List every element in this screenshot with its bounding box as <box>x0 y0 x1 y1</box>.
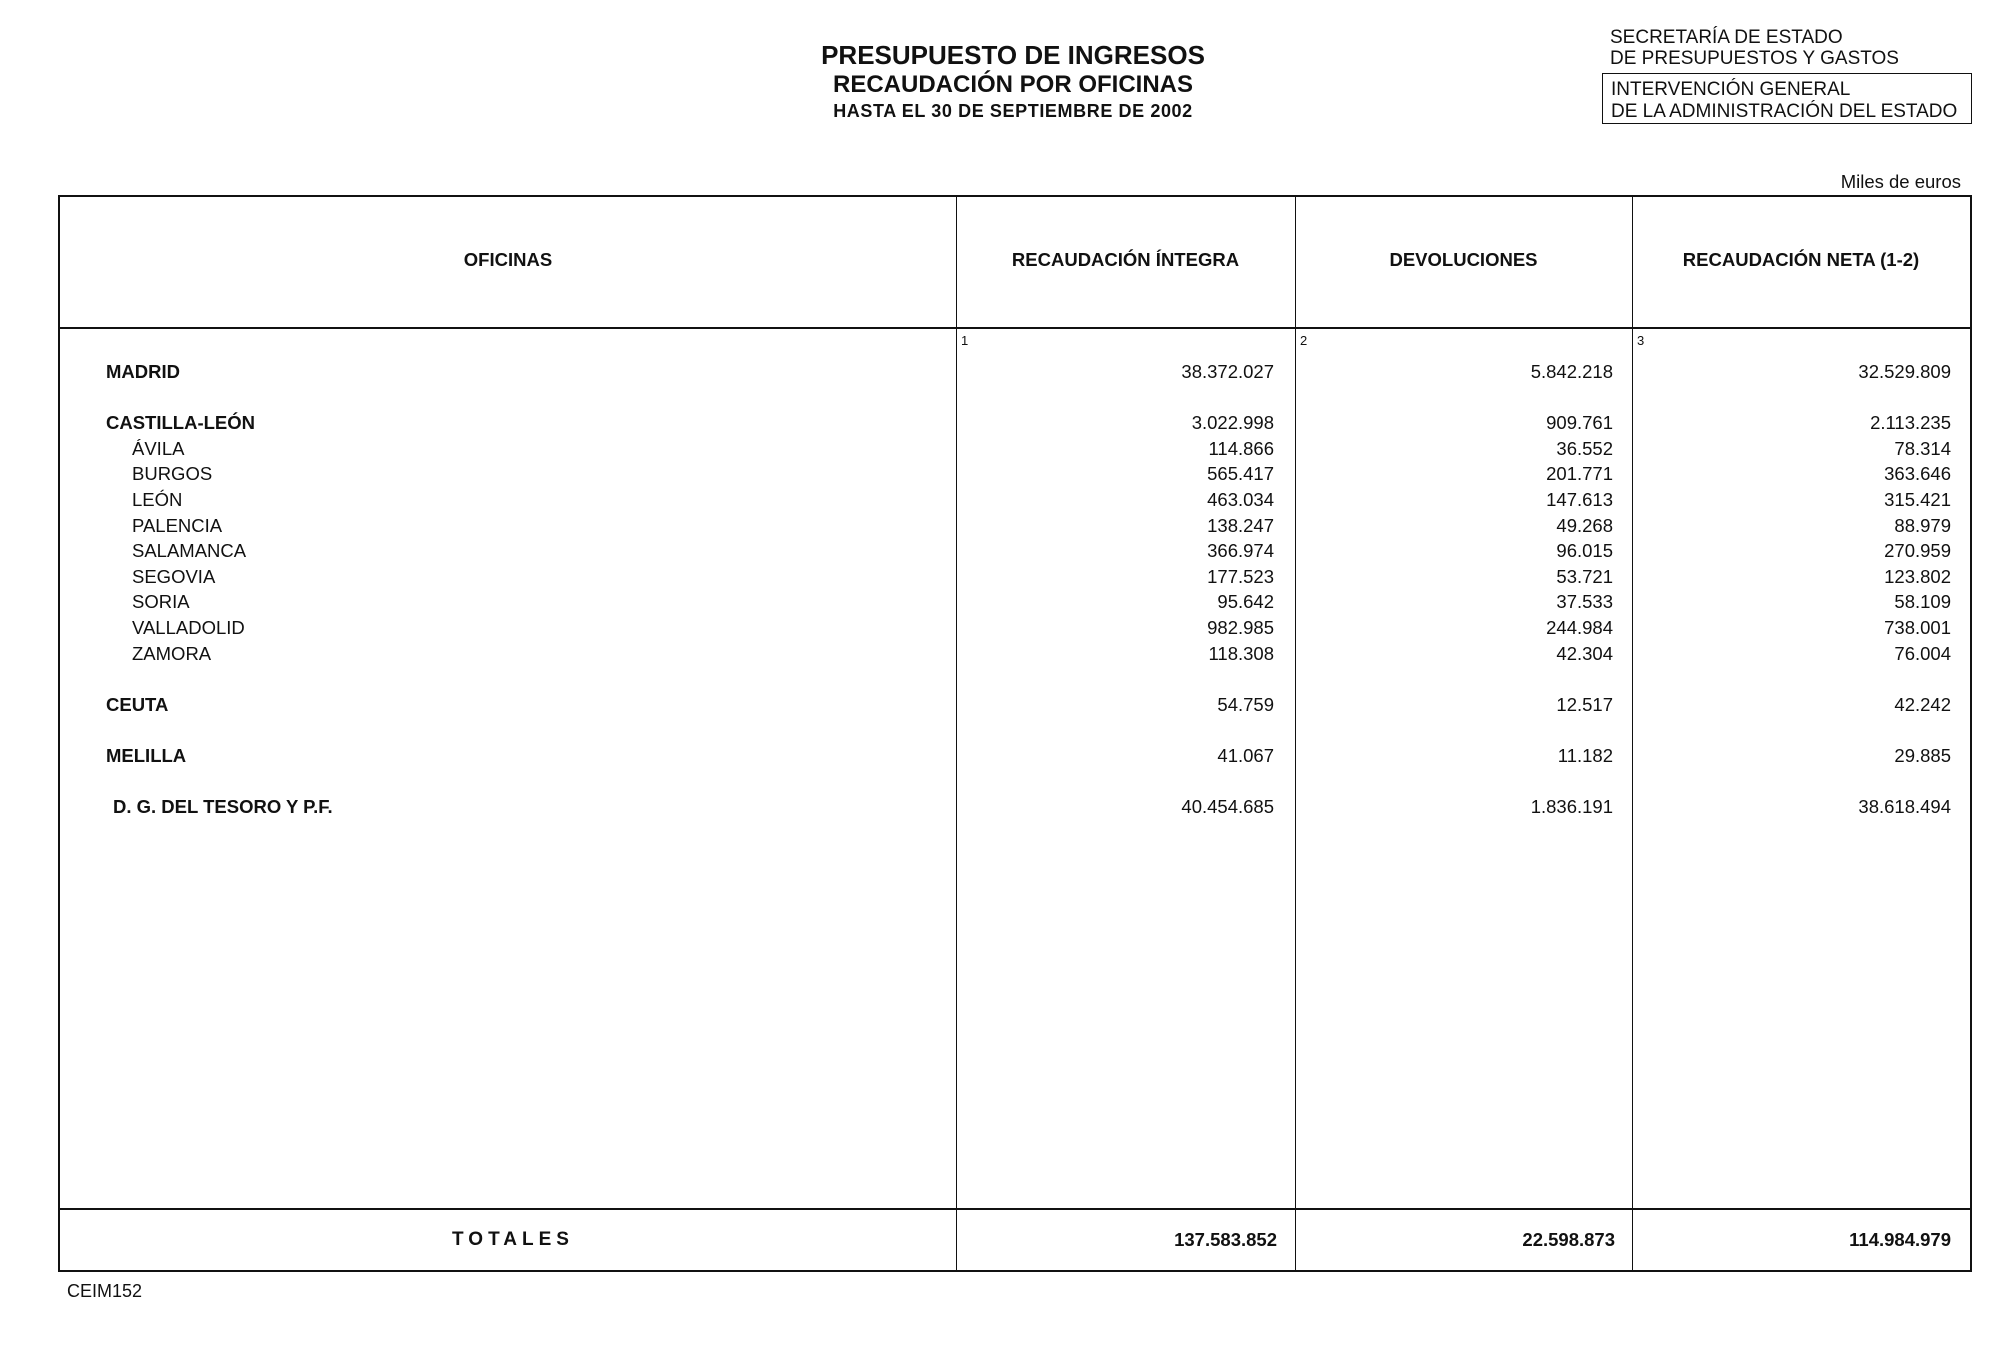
recaudacion-neta-value: 42.242 <box>1894 693 1951 715</box>
header-devoluciones: DEVOLUCIONES <box>1389 249 1538 270</box>
recaudacion-neta-value: 738.001 <box>1884 616 1951 638</box>
recaudacion-integra-value: 138.247 <box>1207 514 1274 536</box>
recaudacion-neta-value: 363.646 <box>1884 463 1951 485</box>
province-row-valladolid <box>60 615 1970 641</box>
recaudacion-neta-value: 38.618.494 <box>1858 796 1951 818</box>
province-row-salamanca <box>60 538 1970 564</box>
recaudacion-neta-value: 29.885 <box>1894 744 1951 766</box>
issuer-box-line-1: INTERVENCIÓN GENERAL <box>1611 79 1851 100</box>
devoluciones-value: 909.761 <box>1546 412 1613 434</box>
column-divider <box>1632 197 1633 1270</box>
devoluciones-value: 49.268 <box>1556 514 1613 536</box>
report-subtitle: RECAUDACIÓN POR OFICINAS <box>832 71 1193 98</box>
recaudacion-integra-value: 982.985 <box>1207 616 1274 638</box>
table-body <box>60 329 1970 1208</box>
devoluciones-value: 37.533 <box>1556 591 1613 613</box>
recaudacion-integra-value: 38.372.027 <box>1181 361 1274 382</box>
office-name: MELILLA <box>106 744 187 766</box>
recaudacion-integra-value: 114.866 <box>1208 437 1274 459</box>
devoluciones-value: 42.304 <box>1556 642 1613 664</box>
office-row-tesoro <box>60 794 1970 820</box>
province-name: SALAMANCA <box>132 540 247 562</box>
province-name: SORIA <box>132 591 190 613</box>
column-number-spacer <box>60 334 956 359</box>
issuer-line-2: DE PRESUPUESTOS Y GASTOS <box>1610 48 1899 69</box>
province-row-palencia <box>60 513 1970 539</box>
column-number-3: 3 <box>1637 333 1645 348</box>
header-oficinas: OFICINAS <box>463 249 553 270</box>
province-row-avila <box>60 436 1970 462</box>
province-row-burgos <box>60 461 1970 487</box>
province-name: BURGOS <box>132 463 213 485</box>
document-header <box>713 40 1313 123</box>
devoluciones-value: 96.015 <box>1556 540 1613 562</box>
province-name: ÁVILA <box>132 437 185 459</box>
column-number-2: 2 <box>1300 333 1308 348</box>
recaudacion-neta-value: 78.314 <box>1894 437 1951 459</box>
province-row-segovia <box>60 564 1970 590</box>
office-row-madrid <box>60 359 1970 385</box>
column-number-row <box>60 329 1970 359</box>
province-name: ZAMORA <box>132 642 212 664</box>
total-recaudacion-integra: 137.583.852 <box>1174 1229 1277 1250</box>
totals-row <box>60 1208 1970 1270</box>
total-devoluciones: 22.598.873 <box>1522 1229 1615 1250</box>
province-name: VALLADOLID <box>132 616 245 638</box>
recaudacion-integra-value: 177.523 <box>1207 565 1274 587</box>
office-name: CASTILLA-LEÓN <box>106 412 256 434</box>
recaudacion-integra-value: 40.454.685 <box>1181 796 1274 818</box>
recaudacion-integra-value: 366.974 <box>1207 540 1274 562</box>
office-name: CEUTA <box>106 693 169 715</box>
report-period: HASTA EL 30 DE SEPTIEMBRE DE 2002 <box>833 101 1193 121</box>
office-name: MADRID <box>106 361 180 382</box>
recaudacion-integra-value: 54.759 <box>1217 693 1274 715</box>
recaudacion-integra-value: 3.022.998 <box>1191 412 1274 434</box>
column-divider <box>1295 197 1296 1270</box>
office-row-melilla <box>60 743 1970 769</box>
recaudacion-integra-value: 463.034 <box>1207 488 1274 510</box>
devoluciones-value: 5.842.218 <box>1530 361 1613 382</box>
province-row-leon <box>60 487 1970 513</box>
issuer-line-1: SECRETARÍA DE ESTADO <box>1610 27 1843 48</box>
recaudacion-neta-value: 270.959 <box>1884 540 1951 562</box>
province-name: SEGOVIA <box>132 565 216 587</box>
recaudacion-neta-value: 123.802 <box>1884 565 1951 587</box>
totals-label: TOTALES <box>452 1229 574 1250</box>
province-row-zamora <box>60 641 1970 667</box>
recaudacion-integra-value: 95.642 <box>1217 591 1274 613</box>
devoluciones-value: 1.836.191 <box>1530 796 1613 818</box>
issuer-block <box>1610 27 1899 69</box>
column-divider <box>956 197 957 1270</box>
recaudacion-integra-value: 118.308 <box>1208 642 1274 664</box>
devoluciones-value: 12.517 <box>1556 693 1613 715</box>
issuer-box <box>1602 73 1972 124</box>
recaudacion-neta-value: 76.004 <box>1894 642 1951 664</box>
recaudacion-neta-value: 32.529.809 <box>1858 361 1951 382</box>
province-name: PALENCIA <box>132 514 223 536</box>
devoluciones-value: 36.552 <box>1556 437 1613 459</box>
recaudacion-integra-value: 565.417 <box>1207 463 1274 485</box>
revenue-table <box>58 195 1972 1272</box>
recaudacion-neta-value: 58.109 <box>1894 591 1951 613</box>
report-title: PRESUPUESTO DE INGRESOS <box>821 40 1205 70</box>
recaudacion-integra-value: 41.067 <box>1217 744 1274 766</box>
header-recaudacion-integra: RECAUDACIÓN ÍNTEGRA <box>1011 249 1240 270</box>
province-name: LEÓN <box>132 488 183 510</box>
total-recaudacion-neta: 114.984.979 <box>1849 1229 1951 1250</box>
devoluciones-value: 147.613 <box>1546 488 1613 510</box>
devoluciones-value: 201.771 <box>1546 463 1613 485</box>
province-row-soria <box>60 589 1970 615</box>
devoluciones-value: 11.182 <box>1557 744 1613 766</box>
header-recaudacion-neta: RECAUDACIÓN NETA (1-2) <box>1682 249 1920 270</box>
office-row-ceuta <box>60 692 1970 718</box>
recaudacion-neta-value: 88.979 <box>1894 514 1951 536</box>
form-code: CEIM152 <box>67 1281 143 1301</box>
recaudacion-neta-value: 315.421 <box>1884 488 1951 510</box>
office-name: D. G. DEL TESORO Y P.F. <box>113 796 333 818</box>
office-row-castilla-leon <box>60 410 1970 436</box>
recaudacion-neta-value: 2.113.235 <box>1870 412 1951 434</box>
units-label: Miles de euros <box>1840 171 1961 192</box>
issuer-box-line-2: DE LA ADMINISTRACIÓN DEL ESTADO <box>1611 100 1958 122</box>
table-header <box>60 197 1970 329</box>
devoluciones-value: 53.721 <box>1556 565 1613 587</box>
column-number-1: 1 <box>961 333 969 348</box>
devoluciones-value: 244.984 <box>1546 616 1613 638</box>
